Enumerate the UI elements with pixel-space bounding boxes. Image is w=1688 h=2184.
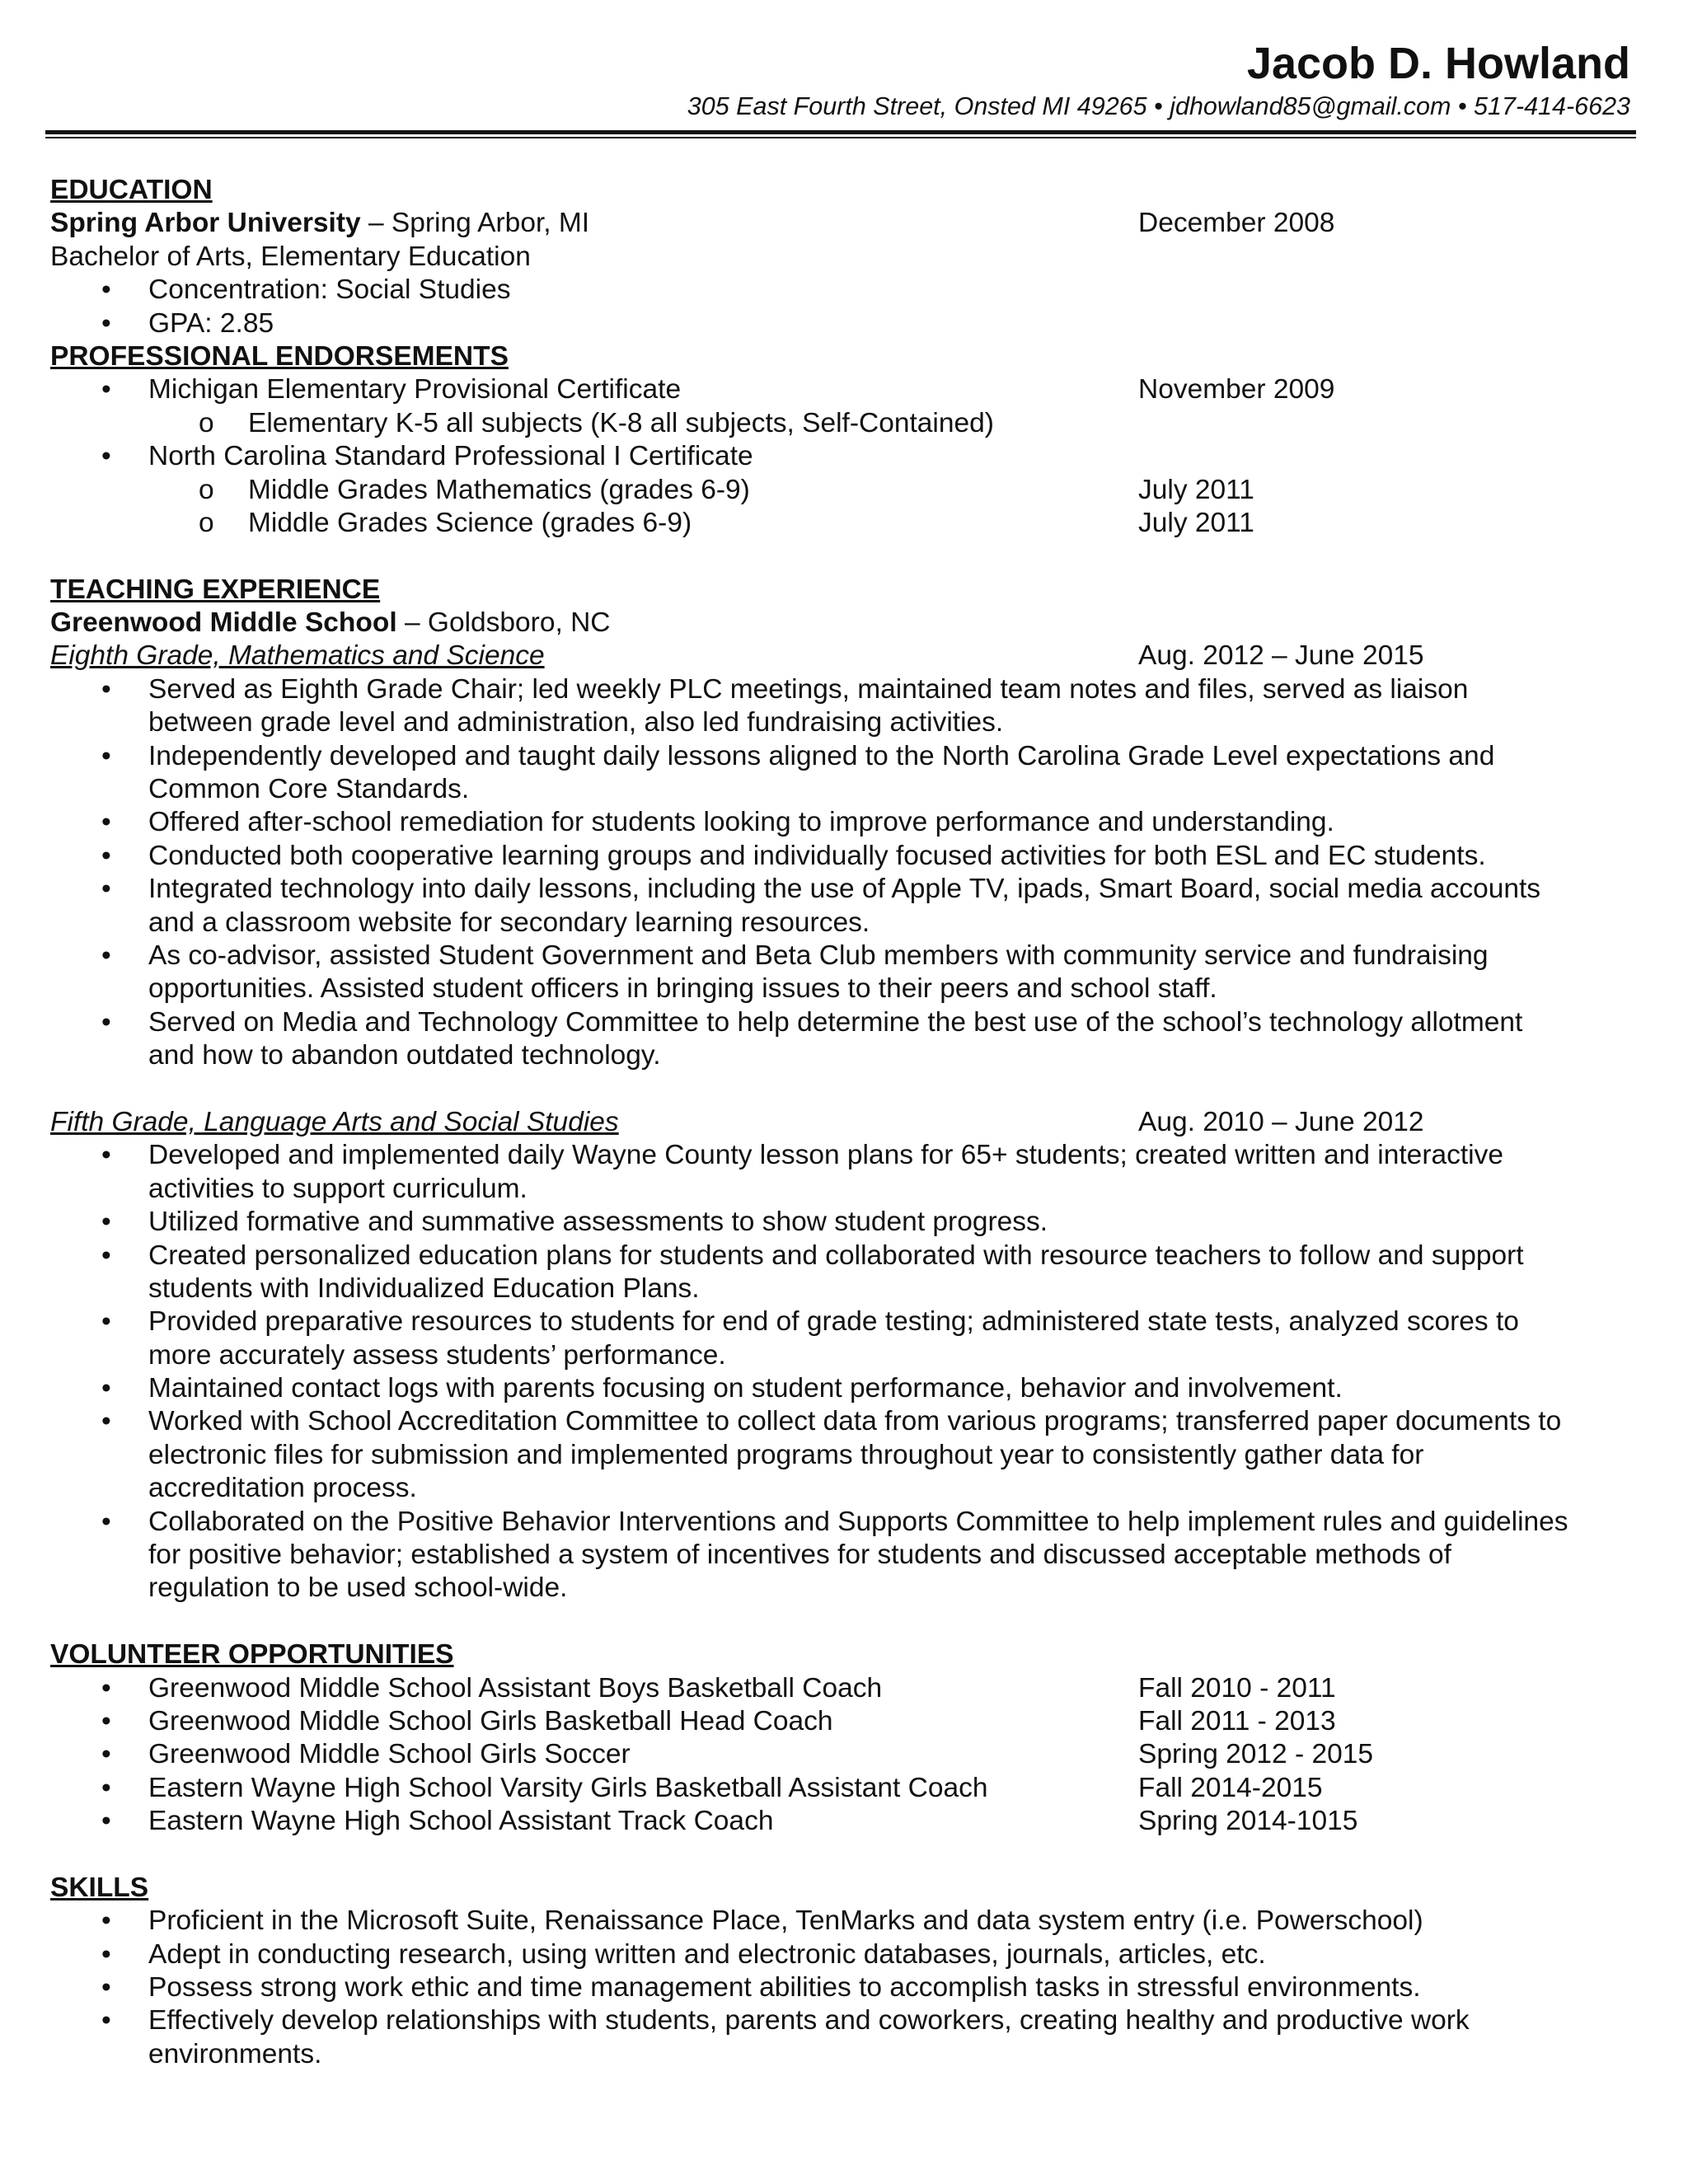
teaching-school-line	[50, 607, 1641, 640]
list-item-continuation: environments.	[148, 2038, 322, 2069]
volunteer-role: Eastern Wayne High School Varsity Girls Basketball Assistant Coach	[148, 1772, 988, 1803]
header-rule-thick	[45, 130, 1636, 134]
volunteer-date: Fall 2010 - 2011	[1138, 1672, 1336, 1704]
list-item: • Offered after-school remediation for students looking to improve performance and understanding.	[50, 806, 1641, 839]
section-heading-education: EDUCATION	[50, 175, 213, 205]
volunteer-role: Greenwood Middle School Girls Soccer	[148, 1739, 631, 1770]
item-date: July 2011	[1138, 474, 1254, 505]
item-date: July 2011	[1138, 507, 1254, 538]
volunteer-role: Greenwood Middle School Girls Basketball Head Coach	[148, 1705, 833, 1736]
list-item-continuation: Common Core Standards.	[148, 774, 470, 805]
list-item: • Adept in conducting research, using written and electronic databases, journals, articles, etc.	[50, 1938, 1641, 1971]
list-item-continuation: students with Individualized Education Plans.	[148, 1272, 700, 1304]
role-date: Aug. 2012 – June 2015	[1138, 640, 1424, 672]
contact-info: 305 East Fourth Street, Onsted MI 49265 • jdhowland85@gmail.com • 517-414-6623	[687, 92, 1630, 120]
list-item: • Integrated technology into daily lessons, including the use of Apple TV, ipads, Smart Board, social media accounts	[50, 873, 1641, 906]
resume-body	[50, 174, 1641, 2071]
volunteer-date: Fall 2011 - 2013	[1138, 1705, 1336, 1736]
list-item-continuation: opportunities. Assisted student officers in bringing issues to their peers and school staff.	[148, 973, 1217, 1005]
education-date: December 2008	[1138, 208, 1335, 239]
volunteer-date: Fall 2014-2015	[1138, 1772, 1323, 1803]
volunteer-date: Spring 2012 - 2015	[1138, 1739, 1373, 1770]
list-item-continuation: between grade level and administration, also led fundraising activities.	[148, 707, 1004, 738]
role-bullets	[50, 673, 1641, 1073]
list-item-continuation: electronic files for submission and implemented programs throughout year to consistently gather data for	[148, 1439, 1424, 1470]
list-item: • Conducted both cooperative learning groups and individually focused activities for both ESL and EC students.	[50, 840, 1641, 873]
list-item: • Provided preparative resources to students for end of grade testing; administered state tests, analyzed scores to	[50, 1305, 1641, 1338]
volunteer-item	[50, 1672, 1641, 1705]
list-item: • Effectively develop relationships with students, parents and coworkers, creating healthy and productive work	[50, 2004, 1641, 2037]
role-title: Fifth Grade, Language Arts and Social Studies	[50, 1106, 619, 1137]
volunteer-item	[50, 1738, 1641, 1771]
role-title: Eighth Grade, Mathematics and Science	[50, 640, 545, 672]
volunteer-role: Greenwood Middle School Assistant Boys Basketball Coach	[148, 1672, 883, 1704]
volunteer-item	[50, 1705, 1641, 1738]
degree: Bachelor of Arts, Elementary Education	[50, 241, 531, 272]
list-item: • Proficient in the Microsoft Suite, Renaissance Place, TenMarks and data system entry (i.e. Powerschool)	[50, 1905, 1641, 1938]
volunteer-date: Spring 2014-1015	[1138, 1806, 1358, 1837]
list-item: • Possess strong work ethic and time management abilities to accomplish tasks in stressful environments.	[50, 1971, 1641, 2004]
list-item-continuation: activities to support curriculum.	[148, 1173, 528, 1204]
list-item: • Collaborated on the Positive Behavior Interventions and Supports Committee to help implement rules and guidelines	[50, 1506, 1641, 1539]
education-school-line	[50, 207, 1641, 240]
item-date: November 2009	[1138, 374, 1335, 405]
list-item-continuation: regulation to be used school-wide.	[148, 1572, 568, 1604]
candidate-name: Jacob D. Howland	[1246, 39, 1630, 88]
school-name: Spring Arbor University	[50, 208, 361, 239]
resume-header	[45, 36, 1636, 138]
list-item-continuation: and how to abandon outdated technology.	[148, 1040, 661, 1071]
list-item: • North Carolina Standard Professional I Certificate	[50, 440, 1641, 473]
list-item: • Maintained contact logs with parents focusing on student performance, behavior and involvement.	[50, 1372, 1641, 1405]
list-item: • Utilized formative and summative assessments to show student progress.	[50, 1206, 1641, 1239]
list-item: • Served as Eighth Grade Chair; led weekly PLC meetings, maintained team notes and files, served as liaison	[50, 673, 1641, 706]
school-location: – Goldsboro, NC	[396, 607, 611, 639]
list-item: • Concentration: Social Studies	[50, 274, 1641, 307]
volunteer-item	[50, 1805, 1641, 1838]
role-line	[50, 640, 1641, 673]
list-item: • As co-advisor, assisted Student Government and Beta Club members with community service and fundraising	[50, 940, 1641, 972]
school-location: – Spring Arbor, MI	[360, 208, 590, 239]
sub-list-item: o Middle Grades Science (grades 6-9) July 2011	[50, 507, 1641, 540]
role-line	[50, 1106, 1641, 1139]
list-item-continuation: more accurately assess students’ performance.	[148, 1339, 726, 1371]
skills-list	[50, 1905, 1641, 2071]
list-item: • Developed and implemented daily Wayne County lesson plans for 65+ students; created written and interactive	[50, 1139, 1641, 1172]
section-heading-skills: SKILLS	[50, 1872, 149, 1903]
section-heading-endorsements: PROFESSIONAL ENDORSEMENTS	[50, 340, 509, 372]
list-item: • Created personalized education plans for students and collaborated with resource teachers to follow and support	[50, 1240, 1641, 1272]
volunteer-list	[50, 1672, 1641, 1839]
volunteer-item	[50, 1772, 1641, 1805]
school-name: Greenwood Middle School	[50, 607, 397, 639]
list-item-continuation: for positive behavior; established a system of incentives for students and discussed acceptable methods of	[148, 1540, 1451, 1571]
list-item: • Michigan Elementary Provisional Certificate November 2009	[50, 373, 1641, 406]
section-heading-volunteer: VOLUNTEER OPPORTUNITIES	[50, 1639, 454, 1671]
role-bullets	[50, 1139, 1641, 1605]
sub-list-item: o Middle Grades Mathematics (grades 6-9) July 2011	[50, 474, 1641, 507]
section-heading-teaching: TEACHING EXPERIENCE	[50, 574, 381, 605]
role-date: Aug. 2010 – June 2012	[1138, 1106, 1424, 1137]
list-item: • Independently developed and taught daily lessons aligned to the North Carolina Grade Level expectations and	[50, 740, 1641, 773]
sub-list-item: o Elementary K-5 all subjects (K-8 all subjects, Self-Contained)	[50, 407, 1641, 440]
list-item-continuation: accreditation process.	[148, 1473, 417, 1504]
header-rule-thin	[45, 137, 1636, 138]
list-item: • Worked with School Accreditation Committee to collect data from various programs; transferred paper documents to	[50, 1405, 1641, 1438]
list-item: • GPA: 2.85	[50, 307, 1641, 340]
list-item: • Served on Media and Technology Committee to help determine the best use of the school’s technology allotment	[50, 1006, 1641, 1039]
volunteer-role: Eastern Wayne High School Assistant Track Coach	[148, 1806, 774, 1837]
list-item-continuation: and a classroom website for secondary learning resources.	[148, 907, 870, 938]
